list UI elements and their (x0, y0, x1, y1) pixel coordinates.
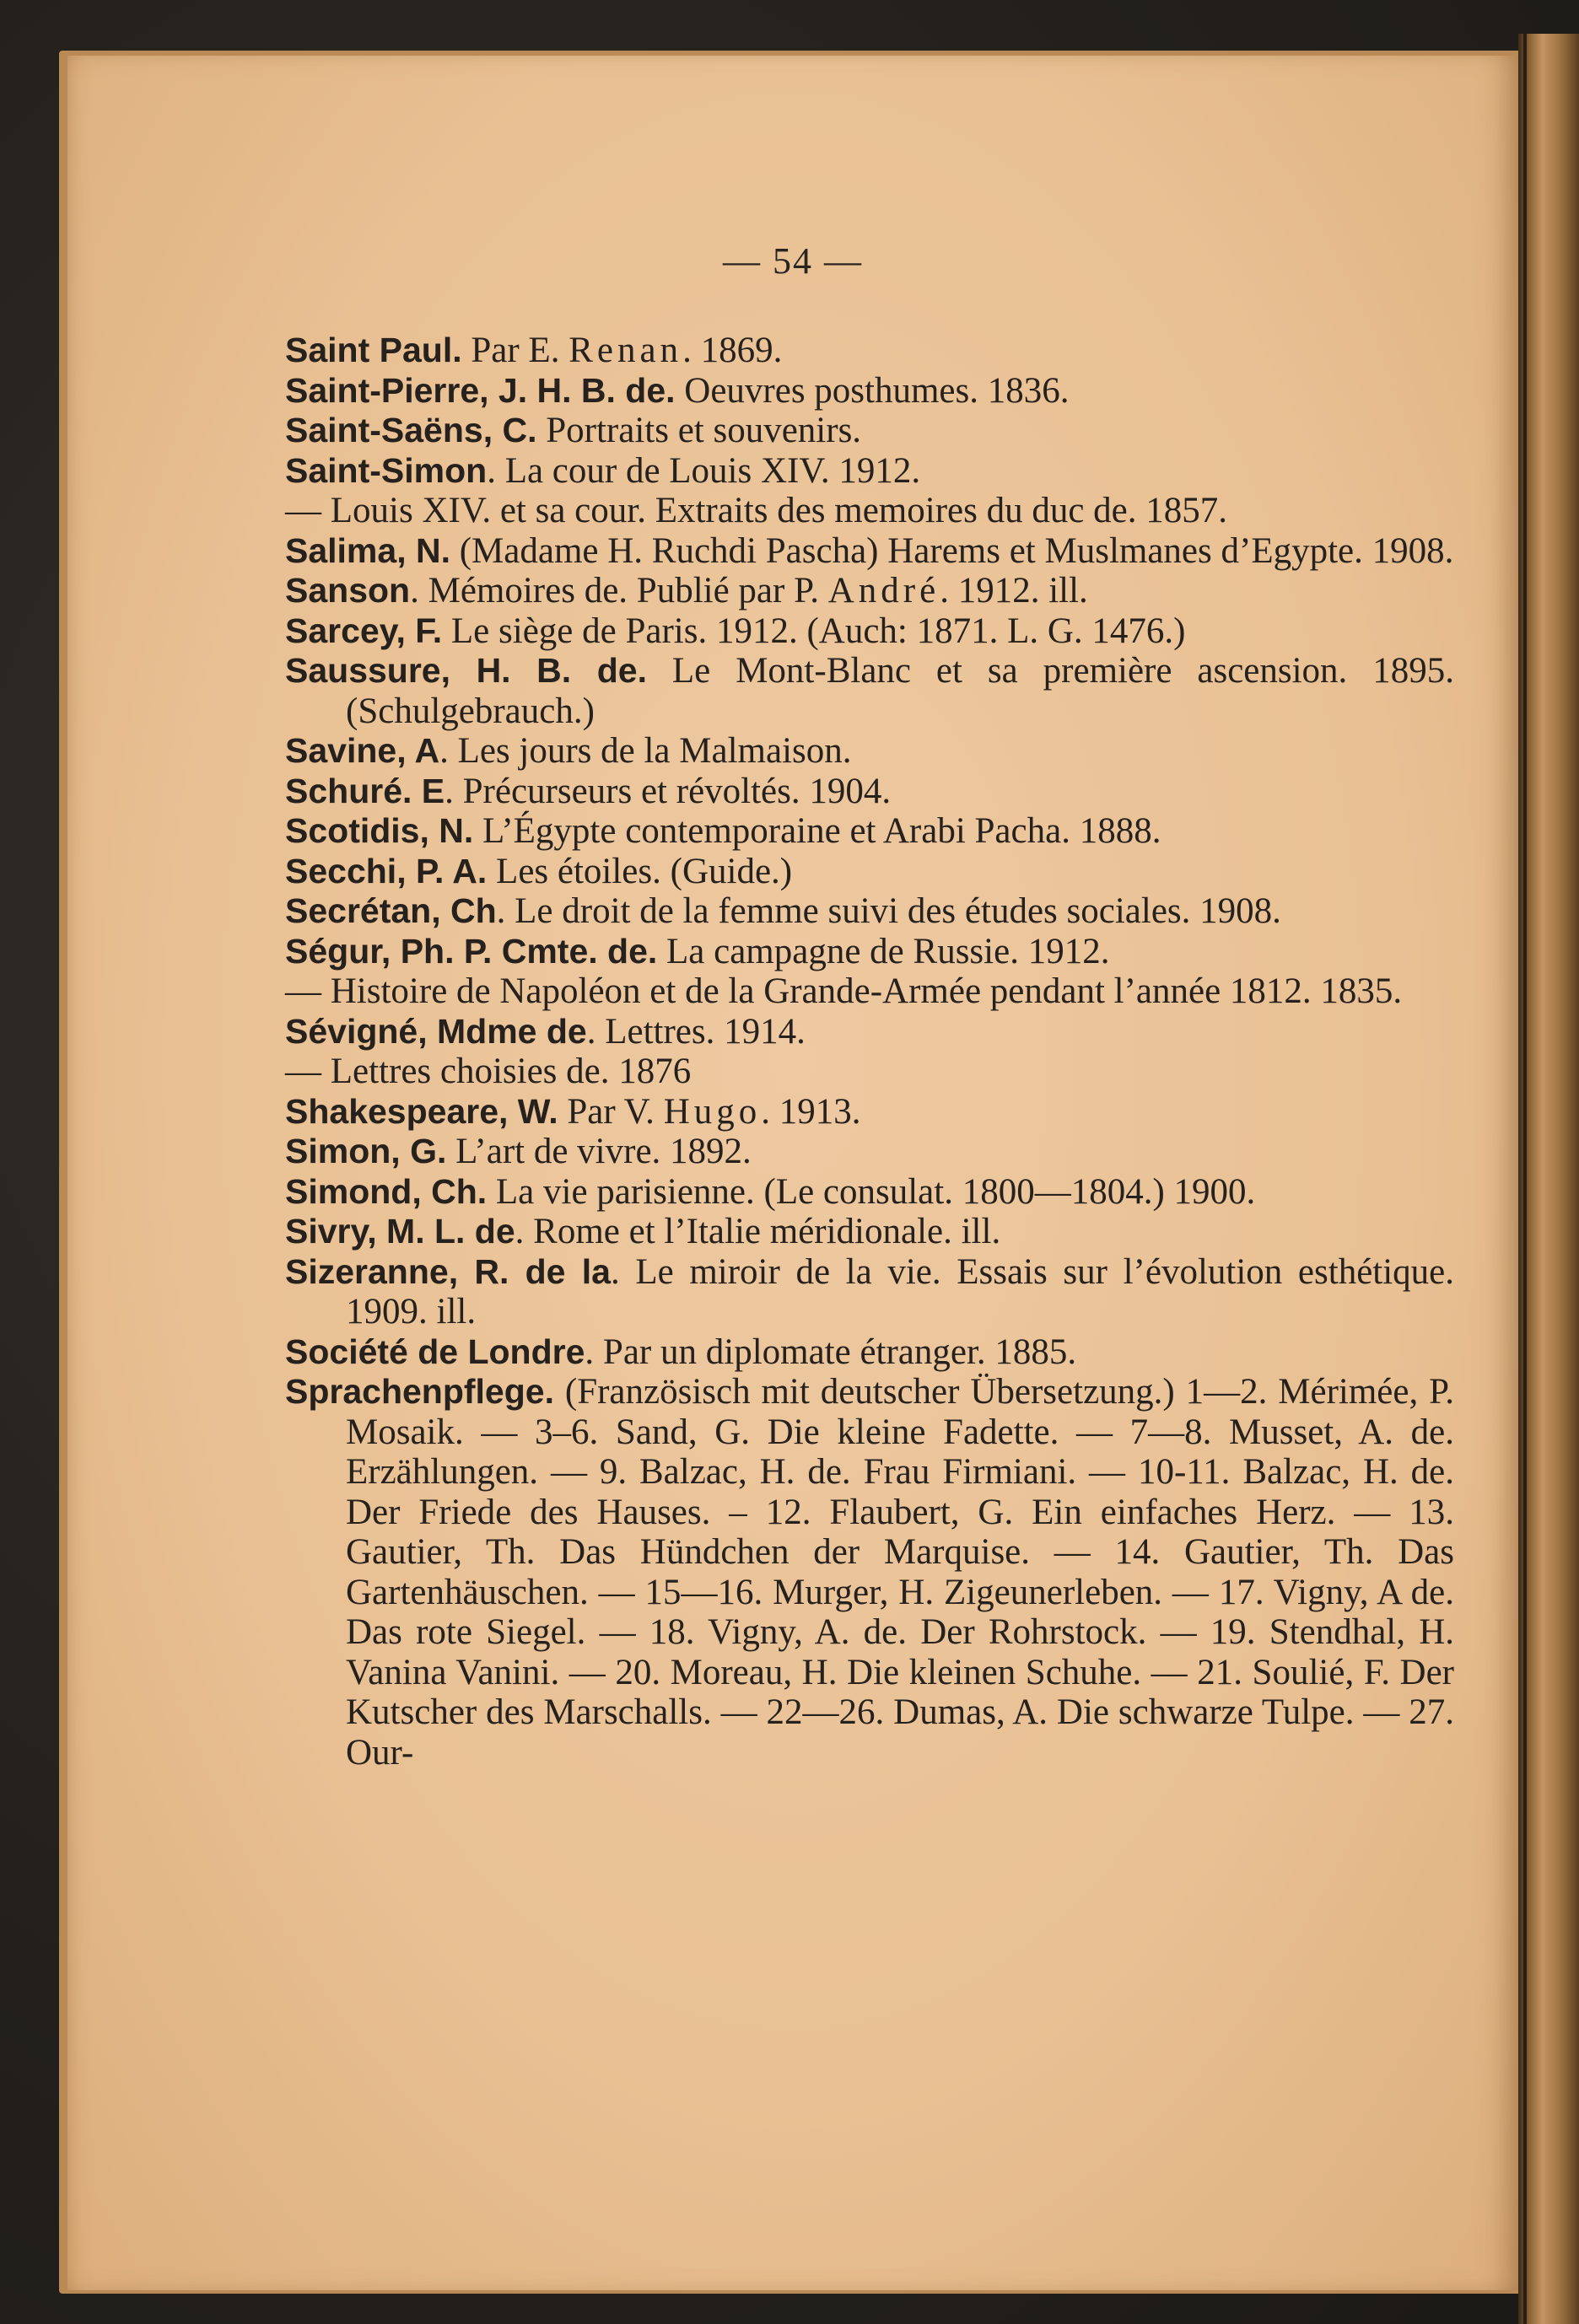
catalog-entry: Saint Paul. Par E. Renan. 1869. (285, 331, 783, 370)
page-number: — 54 — (723, 240, 863, 282)
catalog-entry: Simon, G. L’art de vivre. 1892. (285, 1132, 752, 1171)
catalog-entry: Simond, Ch. La vie parisienne. (Le consulat. 1800—1804.) 1900. (285, 1171, 1256, 1212)
catalog-entry: Sarcey, F. Le siège de Paris. 1912. (Auch: 1871. L. G. 1476.) (285, 611, 1186, 651)
catalog-entry: Secrétan, Ch. Le droit de la femme suivi des études sociales. 1908. (285, 891, 1281, 931)
book-page (67, 56, 1518, 2290)
book-gutter (1518, 34, 1579, 2324)
catalog-entry-continuation: — Lettres choisies de. 1876 (285, 1052, 692, 1091)
catalog-entry: Schuré. E. Précurseurs et révoltés. 1904. (285, 771, 892, 811)
catalog-entry: Savine, A. Les jours de la Malmaison. (285, 731, 852, 771)
gutter-shadow (1523, 34, 1527, 2324)
catalog-entry-continuation: — Louis XIV. et sa cour. Extraits des memoires du duc de. 1857. (285, 491, 1228, 530)
catalog-entry: Saint-Pierre, J. H. B. de. Oeuvres posthumes. 1836. (285, 370, 1070, 411)
catalog-entry: Saint-Simon. La cour de Louis XIV. 1912. (285, 450, 921, 491)
catalog-entry: Sivry, M. L. de. Rome et l’Italie méridionale. ill. (285, 1212, 1001, 1251)
catalog-entry: Ségur, Ph. P. Cmte. de. La campagne de Russie. 1912. (285, 931, 1110, 971)
catalog-entry: Sprachenpflege. (Französisch mit deutscher Übersetzung.) 1—2. Mérimée, P. Mosaik. — 3–6. Sand, G. Die kleine Fadette. — 7—8. Musset, A. de. Erzählungen. — 9. Balzac, H. de. Frau Firmiani. — 10-11. Balzac, H. de. Der Friede des Hauses. – 12. Flaubert, G. Ein einfaches Herz. — 13. Gautier, Th. Das Hündchen der Marquise. — 14. Gautier, Th. Das Gartenhäuschen. — 15—16. Murger, H. Zigeunerleben. — 17. Vigny, A de. Das rote Siegel. — 18. Vigny, A. de. Der Rohrstock. — 19. Stendhal, H. Vanina Vanini. — 20. Moreau, H. Die kleinen Schuhe. — 21. Soulié, F. Der Kutscher des Marschalls. — 22—26. Dumas, A. Die schwarze Tulpe. — 27. Our- (285, 1372, 1454, 1773)
catalog-entry: Sévigné, Mdme de. Lettres. 1914. (285, 1011, 806, 1052)
catalog-entry: Scotidis, N. L’Égypte contemporaine et Arabi Pacha. 1888. (285, 811, 1161, 851)
catalog-entry: Sizeranne, R. de la. Le miroir de la vie. Essais sur l’évolution esthétique. 1909. ill. (285, 1251, 1455, 1331)
catalog-entry: Sanson. Mémoires de. Publié par P. André. 1912. ill. (285, 571, 1088, 611)
catalog-entries (285, 331, 1454, 1773)
catalog-entry-continuation: — Histoire de Napoléon et de la Grande-Armée pendant l’année 1812. 1835. (285, 971, 1403, 1011)
catalog-entry: Secchi, P. A. Les étoiles. (Guide.) (285, 851, 793, 891)
catalog-entry: Shakespeare, W. Par V. Hugo. 1913. (285, 1091, 861, 1132)
catalog-entry: Société de Londre. Par un diplomate étranger. 1885. (285, 1331, 1077, 1372)
catalog-entry: Salima, N. (Madame H. Ruchdi Pascha) Harems et Muslmanes d’Egypte. 1908. (285, 530, 1454, 571)
catalog-entry: Saint-Saëns, C. Portraits et souvenirs. (285, 411, 862, 450)
catalog-entry: Saussure, H. B. de. Le Mont-Blanc et sa première ascension. 1895. (Schulgebrauch.) (285, 651, 1454, 731)
